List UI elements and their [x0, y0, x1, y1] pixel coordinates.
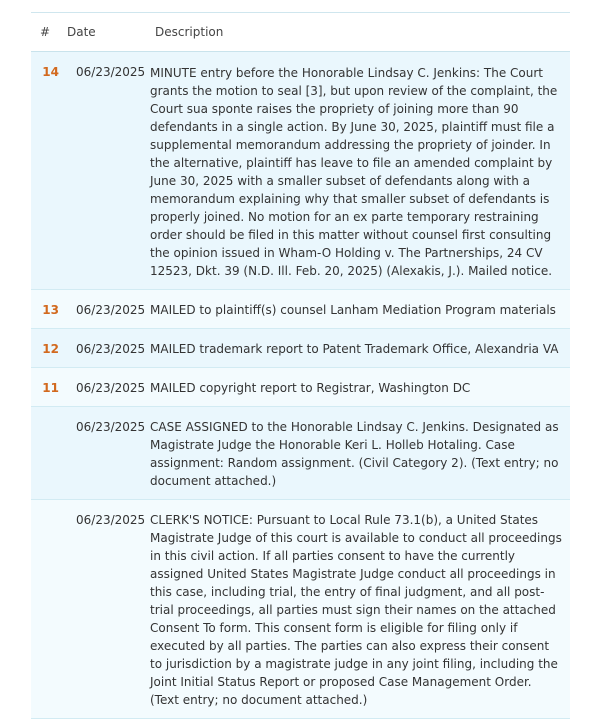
- entry-number[interactable]: 13: [42, 303, 59, 317]
- table-header: [31, 13, 570, 52]
- entry-number[interactable]: 11: [42, 381, 59, 395]
- table-row: [31, 368, 570, 407]
- table-row: [31, 500, 570, 719]
- entry-number[interactable]: 14: [42, 65, 59, 79]
- entry-number[interactable]: 12: [42, 342, 59, 356]
- header-date: Date: [67, 25, 96, 39]
- entry-date: 06/23/2025: [76, 342, 146, 356]
- entry-date: 06/23/2025: [76, 65, 146, 79]
- entry-description: MAILED trademark report to Patent Trademark Office, Alexandria VA: [150, 342, 559, 356]
- entry-date: 06/23/2025: [76, 381, 146, 395]
- entry-date: 06/23/2025: [76, 420, 146, 434]
- entry-description: MAILED copyright report to Registrar, Washington DC: [150, 381, 471, 395]
- entry-description: MAILED to plaintiff(s) counsel Lanham Mediation Program materials: [150, 303, 556, 317]
- docket-table: [31, 12, 570, 719]
- entry-date: 06/23/2025: [76, 513, 146, 527]
- entry-description: MINUTE entry before the Honorable Lindsay C. Jenkins: The Court grants the motion to seal [3], but upon review of the complaint, the Court sua sponte raises the propriety of joining more than 90 defendants in a single action. By June 30, 2025, plaintiff must file a supplemental memorandum addressing the propriety of joinder. In the alternative, plaintiff has leave to file an amended complaint by June 30, 2025 with a smaller subset of defendants along with a memorandum explaining why that smaller subset of defendants is properly joined. No motion for an ex parte temporary restraining order should be filed in this matter without counsel first consulting the opinion issued in Wham-O Holding v. The Partnerships, 24 CV 12523, Dkt. 39 (N.D. Ill. Feb. 20, 2025) (Alexakis, J.). Mailed notice.: [150, 66, 558, 278]
- table-row: [31, 329, 570, 368]
- entry-description: CASE ASSIGNED to the Honorable Lindsay C. Jenkins. Designated as Magistrate Judge the Honorable Keri L. Holleb Hotaling. Case assignment: Random assignment. (Civil Category 2). (Text entry; no document attached.): [150, 420, 559, 488]
- table-row: [31, 290, 570, 329]
- table-row: [31, 407, 570, 500]
- header-number: #: [40, 25, 51, 39]
- table-row: [31, 52, 570, 290]
- entry-date: 06/23/2025: [76, 303, 146, 317]
- header-description: Description: [155, 25, 224, 39]
- entry-description: CLERK'S NOTICE: Pursuant to Local Rule 73.1(b), a United States Magistrate Judge of this court is available to conduct all proceedings in this civil action. If all parties consent to have the currently assigned United States Magistrate Judge conduct all proceedings in this case, including trial, the entry of final judgment, and all post-trial proceedings, all parties must sign their names on the attached Consent To form. This consent form is eligible for filing only if executed by all parties. The parties can also express their consent to jurisdiction by a magistrate judge in any joint filing, including the Joint Initial Status Report or proposed Case Management Order. (Text entry; no document attached.): [150, 513, 562, 707]
